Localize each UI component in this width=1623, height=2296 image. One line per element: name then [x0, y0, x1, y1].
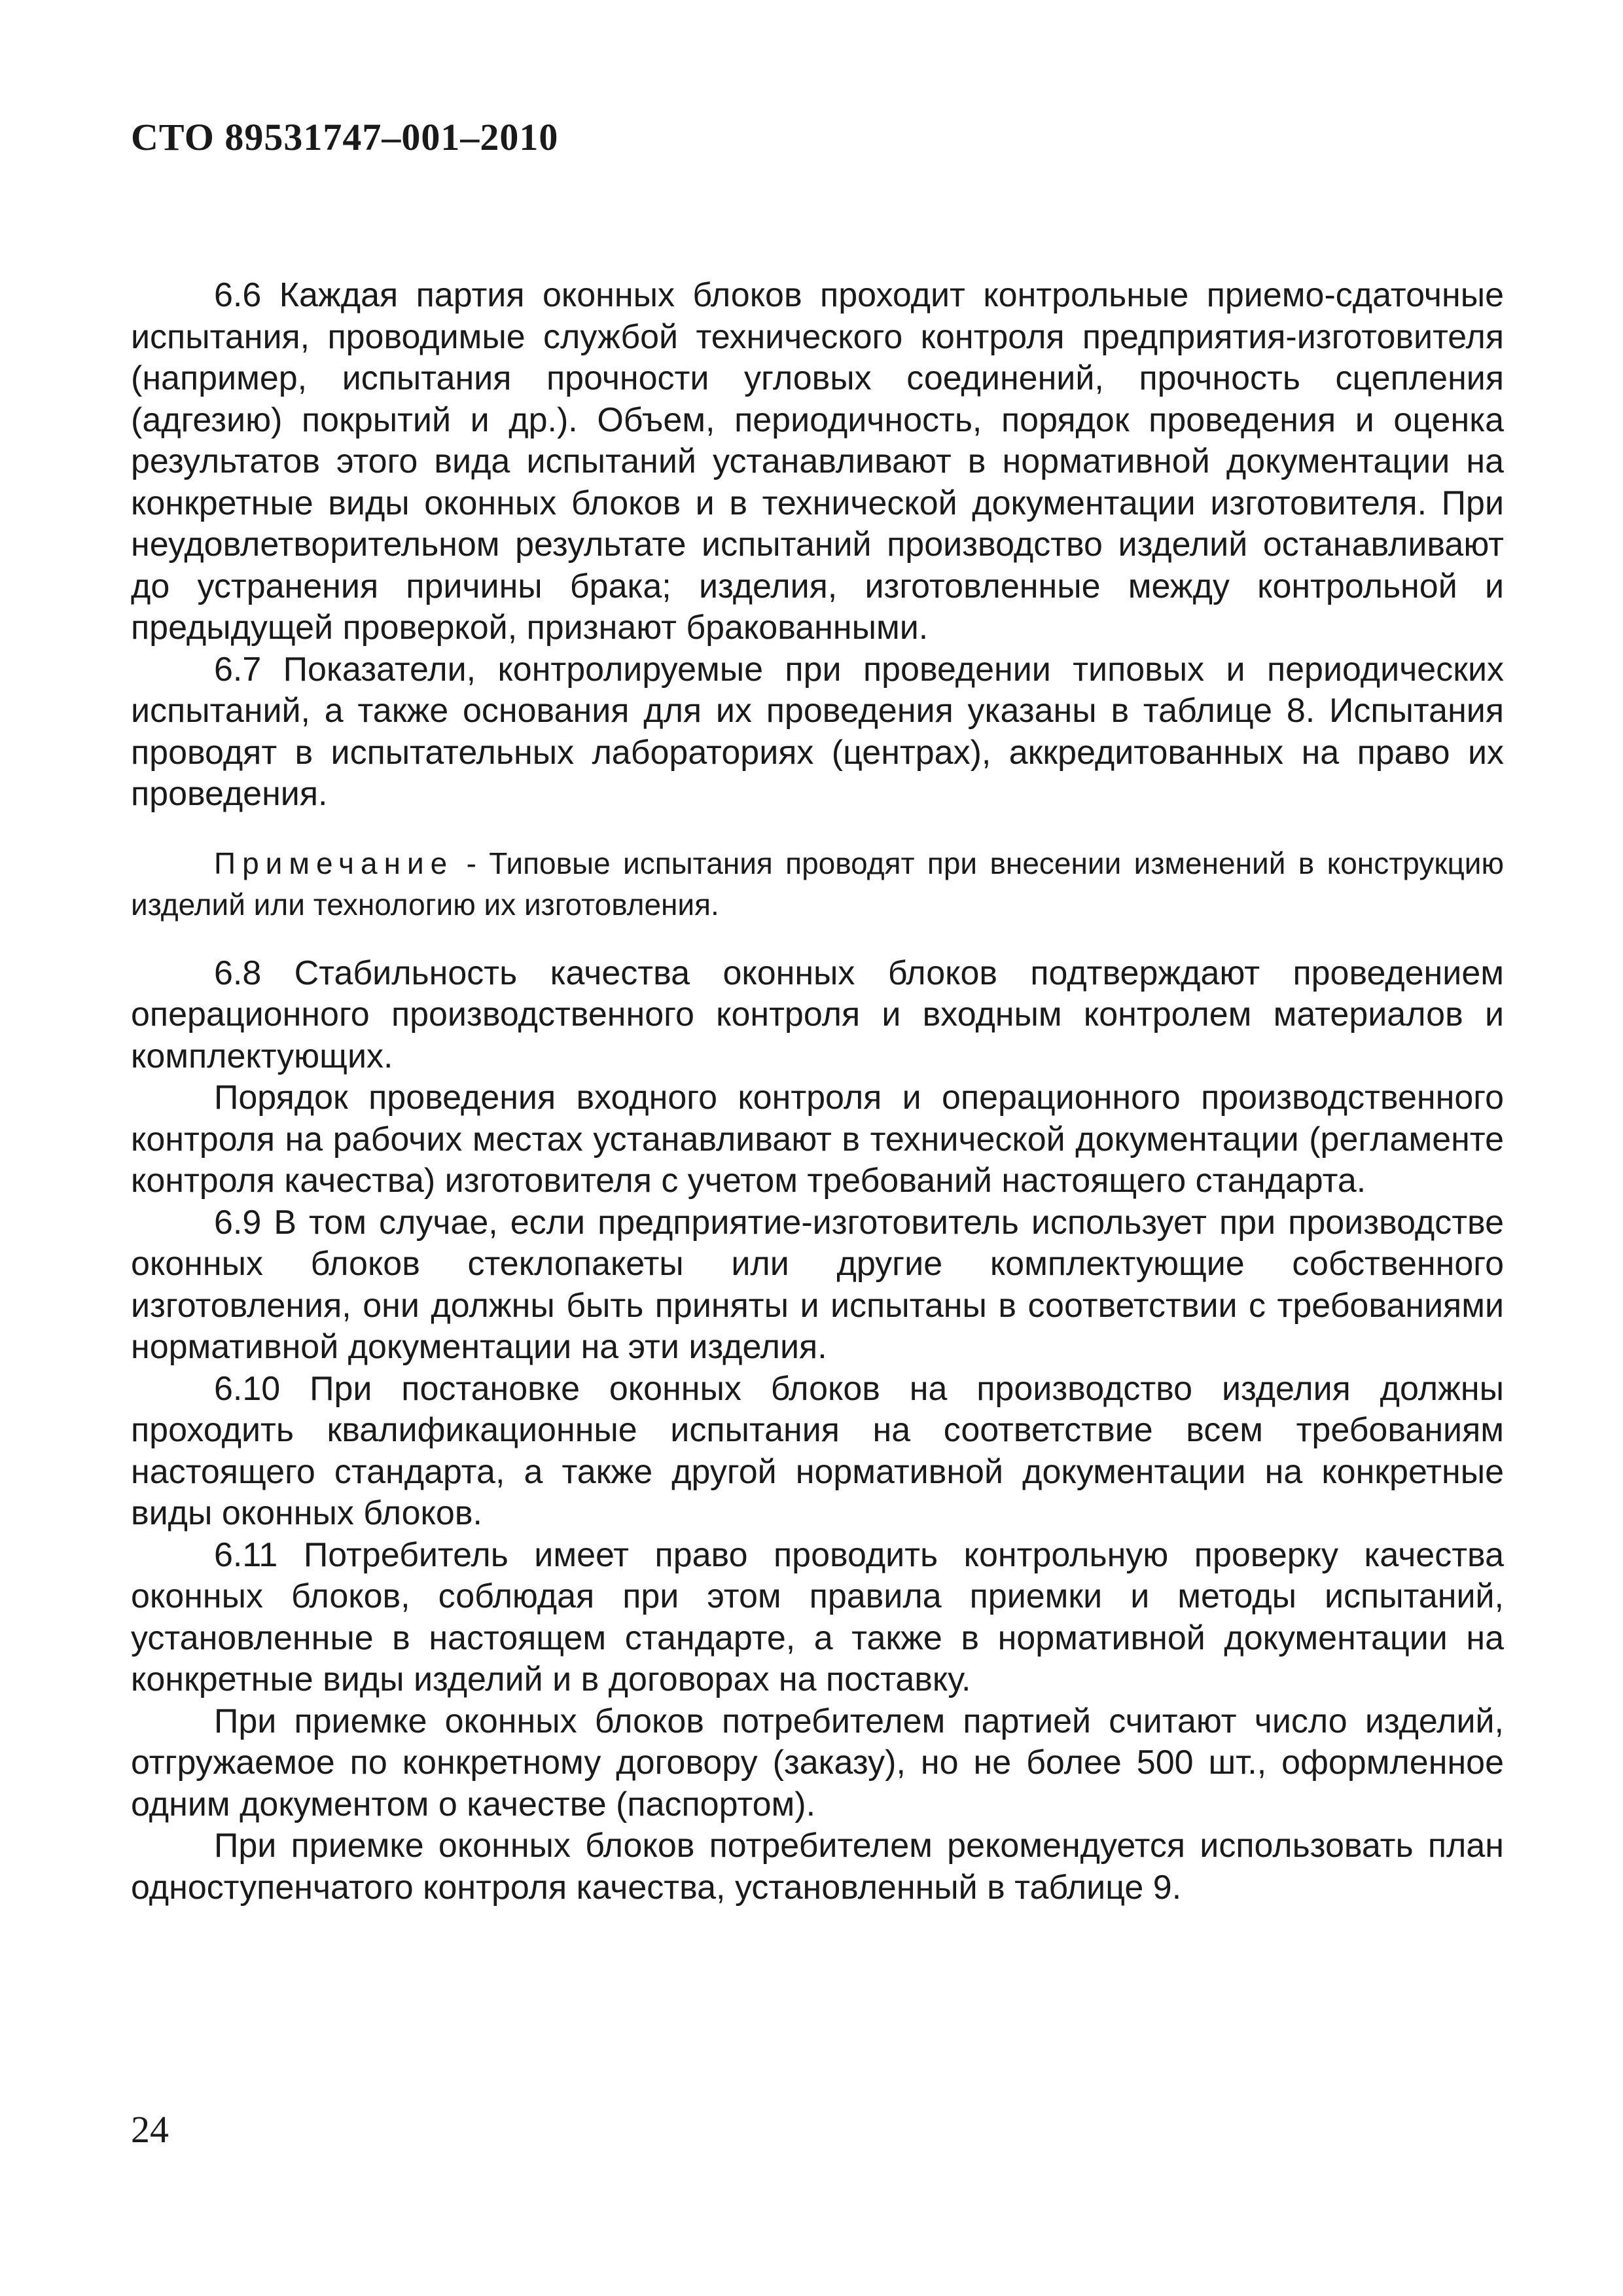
paragraph-6-11-batch: При приемке оконных блоков потребителем партией считают число изделий, отгружаемое по конкретному договору (заказу), но не более 500 шт., оформленное одним документом о качестве (паспортом).: [131, 1702, 1504, 1823]
document-body: [131, 275, 1504, 1909]
paragraph-6-11: 6.11 Потребитель имеет право проводить контрольную проверку качества оконных блоков, соблюдая при этом правила приемки и методы испытаний, установленные в настоящем стандарте, а также в нормативной документации на конкретные виды изделий и в договорах на поставку.: [131, 1535, 1504, 1698]
document-code-header: СТО 89531747–001–2010: [131, 116, 559, 158]
note-paragraph: [131, 843, 1504, 925]
paragraph-6-7: 6.7 Показатели, контролируемые при проведении типовых и периодических испытаний, а также основания для их проведения указаны в таблице 8. Испытания проводят в испытательных лабораториях (центрах), аккредитованных на право их проведения.: [131, 650, 1504, 813]
paragraph-6-10: 6.10 При постановке оконных блоков на производство изделия должны проходить квалификационные испытания на соответствие всем требованиям настоящего стандарта, а также другой нормативной документации на конкретные виды оконных блоков.: [131, 1369, 1504, 1532]
page-number: 24: [131, 2108, 169, 2151]
paragraph-6-6: 6.6 Каждая партия оконных блоков проходит контрольные приемо-сдаточные испытания, проводимые службой технического контроля предприятия-изготовителя (например, испытания прочности угловых соединений, прочность сцепления (адгезию) покрытий и др.). Объем, периодичность, порядок проведения и оценка результатов этого вида испытаний устанавливают в нормативной документации на конкретные виды оконных блоков и в технической документации изготовителя. При неудовлетворительном результате испытаний производство изделий останавливают до устранения причины брака; изделия, изготовленные между контрольной и предыдущей проверкой, признают бракованными.: [131, 276, 1504, 647]
note-label: Примечание: [214, 846, 454, 880]
note-text: - Типовые испытания проводят при внесении изменений в конструкцию изделий или технологию их изготовления.: [131, 846, 1504, 922]
paragraph-6-9: 6.9 В том случае, если предприятие-изготовитель использует при производстве оконных блоков стеклопакеты или другие комплектующие собственного изготовления, они должны быть приняты и испытаны в соответствии с требованиями нормативной документации на эти изделия.: [131, 1203, 1504, 1366]
paragraph-6-8-continued: Порядок проведения входного контроля и операционного производственного контроля на рабочих местах устанавливают в технической документации (регламенте контроля качества) изготовителя с учетом требований настоящего стандарта.: [131, 1079, 1504, 1200]
paragraph-6-11-plan: При приемке оконных блоков потребителем рекомендуется использовать план одноступенчатого контроля качества, установленный в таблице 9.: [131, 1827, 1504, 1907]
paragraph-6-8: 6.8 Стабильность качества оконных блоков подтверждают проведением операционного производственного контроля и входным контролем материалов и комплектующих.: [131, 954, 1504, 1075]
